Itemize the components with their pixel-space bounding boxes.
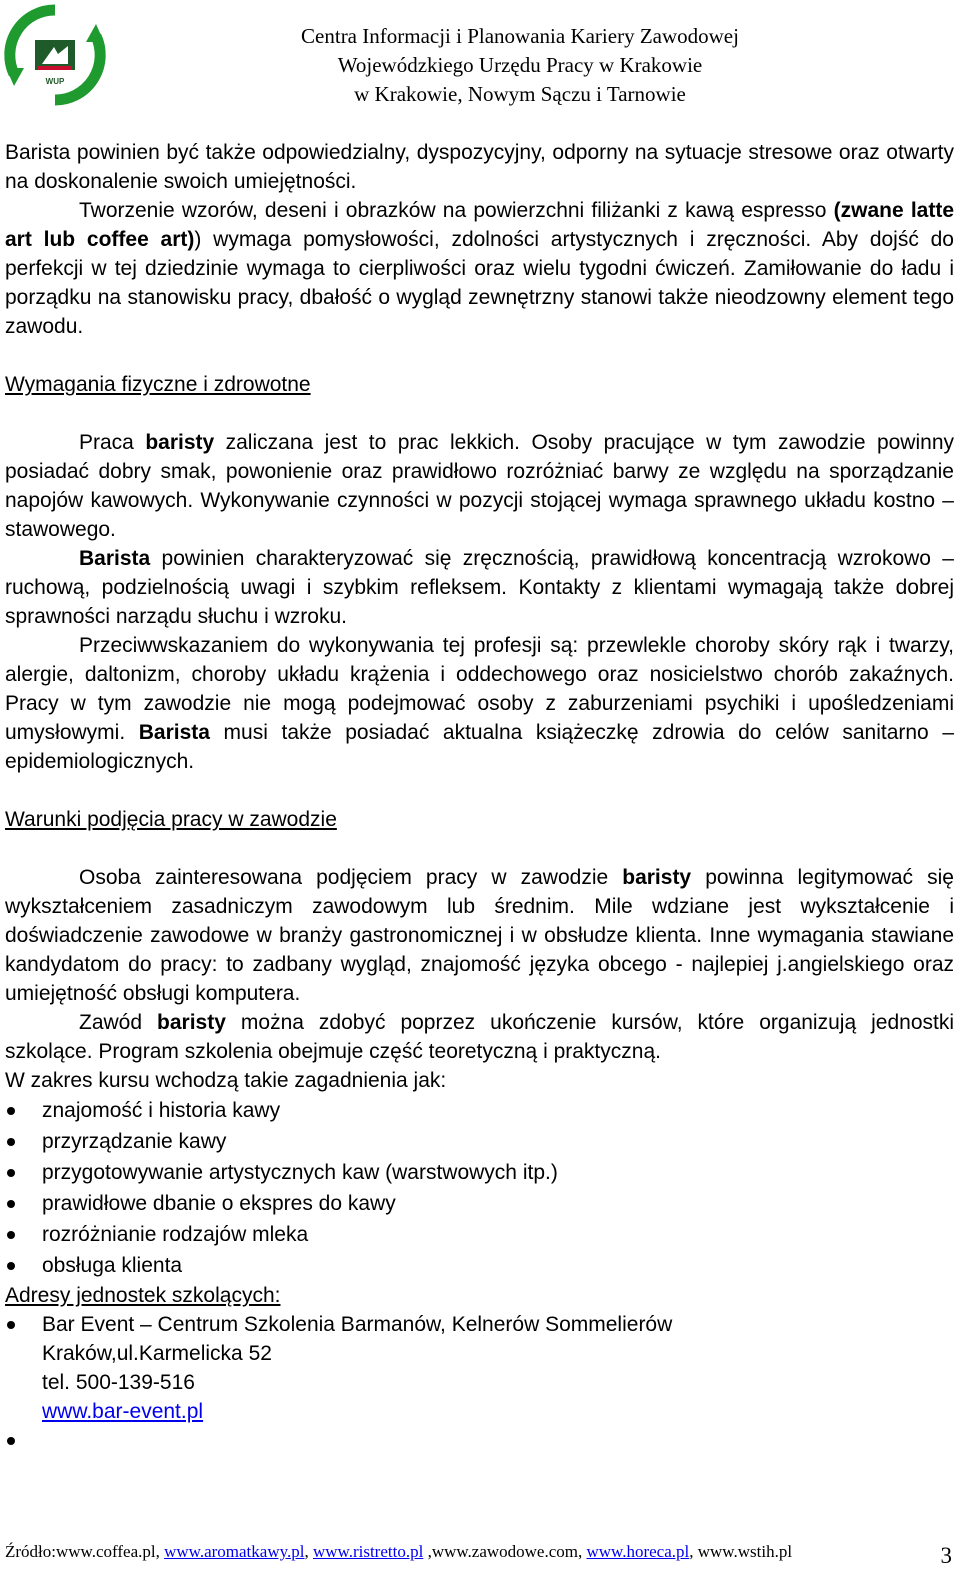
list-item: prawidłowe dbanie o ekspres do kawy [5, 1188, 954, 1219]
health-p1-text-c: zaliczana jest to prac lekkich. Osoby pracujące w tym zawodzie powinny posiadać dobry smak, powonienie oraz prawidłowo rozróżniać barwy ze względu na sporządzanie napojów kawowych. Wykonywanie czynności w pozycji stojącej wymaga sprawnego układu kostno – stawowego. [5, 431, 954, 541]
source-footer: Źródło:www.coffea.pl, www.aromatkawy.pl, www.ristretto.pl ,www.zawodowe.com, www.horeca.pl, www.wstih.pl [5, 1542, 793, 1561]
address-item [5, 1310, 954, 1426]
header-line-1: Centra Informacji i Planowania Kariery Zawodowej [301, 24, 739, 48]
address-name: Bar Event – Centrum Szkolenia Barmanów, Kelnerów Sommelierów [42, 1313, 673, 1336]
conditions-p2-text-a: Zawód [79, 1011, 158, 1034]
list-item: rozróżnianie rodzajów mleka [5, 1219, 954, 1250]
logo-text: WUP [45, 77, 65, 86]
health-p2-text-b: powinien charakteryzować się zręcznością, prawidłową koncentracją wzrokowo – ruchową, podzielnością uwagi i szybkim refleksem. Kontakty z klientami wymagają także dobrej sprawności narządu słuchu i wzroku. [5, 547, 954, 628]
header-line-2: Wojewódzkiego Urzędu Pracy w Krakowie [337, 53, 703, 77]
health-p3-text-a: Przeciwwskazaniem do wykonywania tej profesji są: przewlekle choroby skóry rąk i twarzy, alergie, daltonizm, choroby układu krążenia i oddechowego oraz nosicielstwo chorób zakaźnych. Pracy w tym zawodzie nie mogą podejmować osoby z zaburzeniami psychiki i upośledzeniami umysłowymi. [5, 634, 954, 744]
conditions-p2-text-c: można zdobyć poprzez ukończenie kursów, które organizują jednostki szkolące. Program szkolenia obejmuje część teoretyczną i praktyczną. [5, 1011, 954, 1063]
page-header [0, 0, 960, 118]
list-item: obsługa klienta [5, 1250, 954, 1281]
list-item: przygotowywanie artystycznych kaw (warstwowych itp.) [5, 1157, 954, 1188]
address-phone: tel. 500-139-516 [42, 1371, 195, 1394]
footer-source-label: Źródło: [5, 1542, 56, 1561]
footer-source-wstih: www.wstih.pl [697, 1542, 793, 1561]
conditions-p1-text-a: Osoba zainteresowana podjęciem pracy w zawodzie [79, 866, 623, 889]
conditions-p1-bold: baristy [622, 866, 692, 889]
conditions-p1-text-c: powinna legitymować się wykształceniem zasadniczym zawodowym lub średnim. Mile wdziane jest wykształcenie i doświadczenie zawodowe w branży gastronomicznej i w obsłudze klienta. Inne wymagania stawiane kandydatom do pracy: to zadbany wygląd, znajomość języka obcego - najlepiej j.angielskiego oraz umiejętność obsługi komputera. [5, 866, 954, 1005]
footer-link-horeca[interactable]: www.horeca.pl [586, 1542, 690, 1561]
address-website-link[interactable]: www.bar-event.pl [42, 1400, 204, 1423]
intro-paragraph-2 [5, 196, 954, 341]
course-topics-list [5, 1095, 954, 1281]
list-item: znajomość i historia kawy [5, 1095, 954, 1126]
conditions-paragraph-2 [5, 1008, 954, 1066]
addresses-list [5, 1310, 954, 1455]
health-paragraph-1 [5, 428, 954, 544]
conditions-paragraph-3: W zakres kursu wchodzą takie zagadnienia jak: [5, 1069, 447, 1092]
health-heading: Wymagania fizyczne i zdrowotne [5, 373, 311, 396]
list-item: przyrządzanie kawy [5, 1126, 954, 1157]
health-p3-text-c: musi także posiadać aktualna książeczkę zdrowia do celów sanitarno – epidemiologicznych. [5, 721, 954, 773]
conditions-paragraph-1 [5, 863, 954, 1008]
empty-address-item [5, 1426, 954, 1455]
health-paragraph-2 [5, 544, 954, 631]
health-p3-bold: Barista [138, 721, 210, 744]
health-paragraph-3 [5, 631, 954, 776]
conditions-heading: Warunki podjęcia pracy w zawodzie [5, 808, 337, 831]
address-street: Kraków,ul.Karmelicka 52 [42, 1342, 272, 1365]
page-number: 3 [940, 1543, 952, 1568]
header-institution [150, 22, 890, 109]
footer-link-aromatkawy[interactable]: www.aromatkawy.pl [164, 1542, 305, 1561]
wup-logo [2, 2, 108, 108]
intro-p2-text-c: ) wymaga pomysłowości, zdolności artystycznych i zręczności. Aby dojść do perfekcji w tej dziedzinie wymaga to cierpliwości oraz wielu tygodni ćwiczeń. Zamiłowanie do ładu i porządku na stanowisku pracy, dbałość o wygląd zewnętrzny stanowi także nieodzowny element tego zawodu. [5, 228, 954, 338]
intro-paragraph-1: Barista powinien być także odpowiedzialny, dyspozycyjny, odporny na sytuacje stresowe oraz otwarty na doskonalenie swoich umiejętności. [5, 141, 954, 193]
conditions-p2-bold: baristy [157, 1011, 226, 1034]
health-p1-bold: baristy [145, 431, 215, 454]
addresses-heading: Adresy jednostek szkolących: [5, 1284, 281, 1307]
header-line-3: w Krakowie, Nowym Sączu i Tarnowie [354, 82, 686, 106]
health-p1-text-a: Praca [79, 431, 146, 454]
intro-p2-text-a: Tworzenie wzorów, deseni i obrazków na powierzchni filiżanki z kawą espresso [79, 199, 834, 222]
document-body [5, 138, 954, 1455]
health-p2-bold: Barista [79, 547, 151, 570]
footer-source-coffea: www.coffea.pl [56, 1542, 156, 1561]
intro-p2-bold: (zwane latte art lub coffee art) [5, 199, 954, 251]
footer-source-zawodowe: www.zawodowe.com [431, 1542, 578, 1561]
footer-link-ristretto[interactable]: www.ristretto.pl [312, 1542, 424, 1561]
